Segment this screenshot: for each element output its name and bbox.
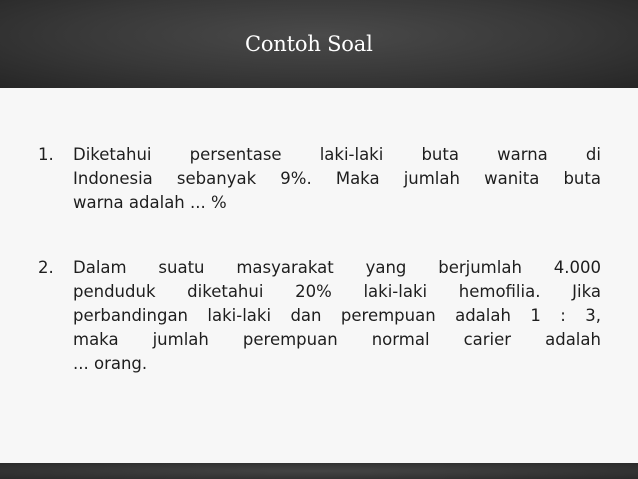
- question-word: sebanyak: [176, 169, 257, 188]
- question-word: di: [585, 145, 601, 164]
- question-line: [73, 257, 601, 280]
- question-word: penduduk: [73, 282, 156, 301]
- question-word: jumlah: [403, 169, 460, 188]
- question-word: jumlah: [152, 330, 209, 349]
- question-word: hemofilia.: [458, 282, 541, 301]
- question-word: Dalam: [73, 258, 127, 277]
- question-word: Diketahui: [73, 145, 152, 164]
- question-word: wanita: [484, 169, 540, 188]
- question-2: [38, 257, 601, 377]
- question-line: [73, 305, 601, 328]
- question-word: yang: [365, 258, 407, 277]
- question-word: Indonesia: [73, 169, 153, 188]
- question-word: laki-laki: [319, 145, 384, 164]
- question-line: [73, 329, 601, 352]
- question-word: 9%.: [280, 169, 312, 188]
- question-word: 4.000: [553, 258, 601, 277]
- question-number: 1.: [38, 145, 54, 164]
- question-word: 20%: [295, 282, 332, 301]
- question-word: 3,: [585, 306, 601, 325]
- question-line: [73, 168, 601, 191]
- question-word: diketahui: [187, 282, 264, 301]
- slide-content: [0, 88, 638, 463]
- question-word: maka: [73, 330, 119, 349]
- question-word: buta: [421, 145, 459, 164]
- question-word: adalah: [545, 330, 601, 349]
- question-word: 1: [530, 306, 541, 325]
- question-word: perbandingan: [73, 306, 189, 325]
- slide-header: [0, 0, 638, 88]
- question-word: berjumlah: [438, 258, 522, 277]
- question-line: [73, 281, 601, 304]
- question-word: laki-laki: [207, 306, 272, 325]
- question-word: Maka: [335, 169, 380, 188]
- slide-title: Contoh Soal: [245, 32, 373, 56]
- question-word: warna: [497, 145, 548, 164]
- question-word: laki-laki: [363, 282, 428, 301]
- question-word: Jika: [572, 282, 601, 301]
- question-word: perempuan: [340, 306, 436, 325]
- question-line: ... orang.: [73, 354, 148, 373]
- question-word: suatu: [158, 258, 205, 277]
- slide-footer-bar: [0, 463, 638, 479]
- question-word: dan: [290, 306, 322, 325]
- question-word: perempuan: [242, 330, 338, 349]
- question-line: [73, 144, 601, 167]
- question-word: adalah: [455, 306, 511, 325]
- question-word: masyarakat: [236, 258, 334, 277]
- question-number: 2.: [38, 258, 54, 277]
- question-word: persentase: [189, 145, 282, 164]
- question-word: buta: [563, 169, 601, 188]
- question-1: [38, 144, 601, 214]
- question-line: warna adalah ... %: [73, 193, 227, 212]
- question-word: :: [560, 306, 566, 325]
- question-word: normal: [371, 330, 430, 349]
- question-word: carier: [463, 330, 512, 349]
